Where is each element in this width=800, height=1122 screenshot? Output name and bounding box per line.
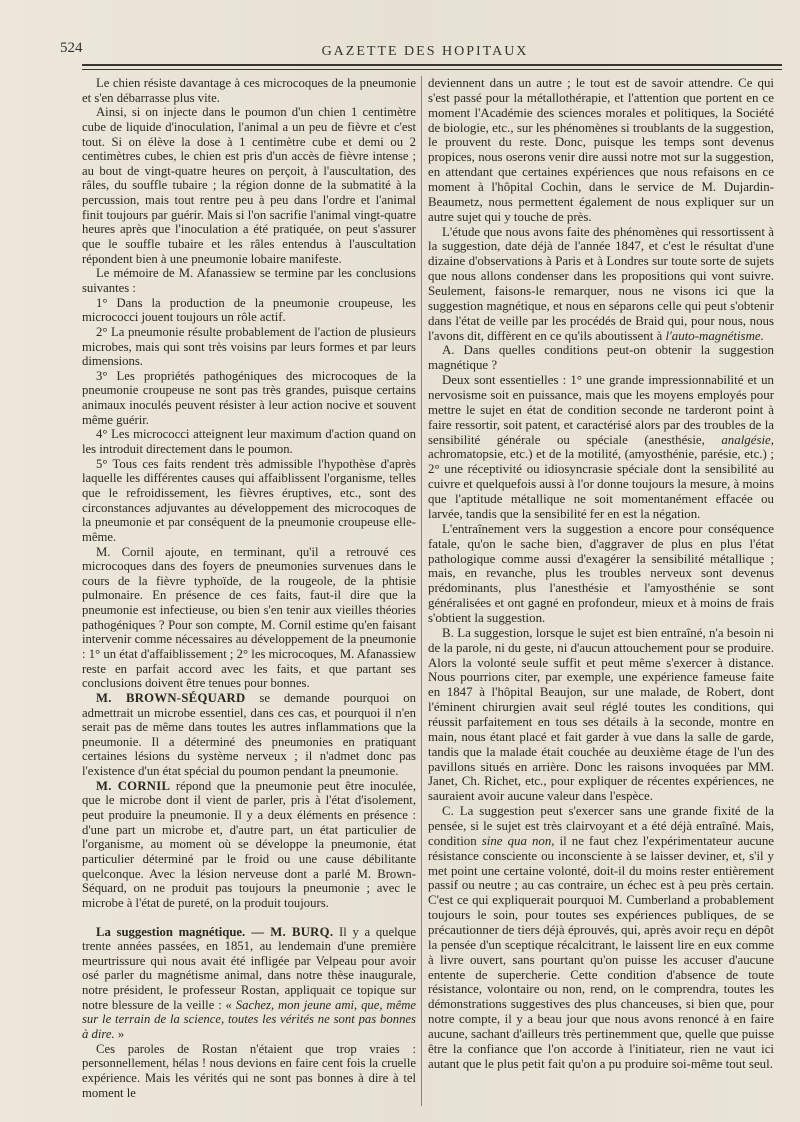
paragraph-text: Le mémoire de M. Afanassiew se termine par les conclusions suivantes : (82, 266, 416, 295)
paragraph (82, 296, 416, 325)
paragraph-text-tail: achromatopsie, etc.) et de la motilité, (amyosthénie, parésie, etc.) ; 2° une réceptivité ou idiosyncrasie spéciale dont la sensibilité au cuivre et quelquefois aussi à l'or donne toujours la mesure, à moins que l'aptitude métallique ne soit momentanément effacée ou larvée, tandis que la sensibilité fer en est la négation. (428, 447, 774, 521)
speaker-name: — M. BURQ. (245, 924, 334, 939)
paragraph (82, 925, 416, 1042)
paragraph (82, 369, 416, 428)
paragraph-text: B. La suggestion, lorsque le sujet est bien entraîné, n'a besoin ni de la parole, ni du geste, ni d'aucun attouchement pour se produire. Alors la volonté seule suffit et peut même s'exercer à distance. Nous pourrions citer, par exemple, une expérience fameuse faite en 1847 à l'hôpital Beaujon, sur une malade, de Robert, dont l'éminent chirurgien avait seul réglé toutes les conditions, qui réussit parfaitement en tous ses détails à la seconde, montre en main, nous étant placé et fait garder à vue dans la salle de garde, tandis que la malade était couchée au deuxième étage de l'un des pavillons situés en arrière. Donc les raisons invoquées par MM. Janet, Ch. Richet, etc., pour expliquer de récentes expériences, ne sauraient avoir aucune valeur dans l'espèce. (428, 625, 774, 804)
section-heading: La suggestion magnétique. (96, 924, 246, 939)
paragraph-text: 4° Les micrococci atteignent leur maximum d'action quand on les introduit directement dans le poumon. (82, 427, 416, 457)
paragraph-text-tail: » (114, 1027, 125, 1041)
speaker-name: M. CORNIL (96, 778, 171, 793)
italic-text: Sachez, mon jeune ami, que, même sur le terrain de la science, toutes les vérités ne sont pas bonnes à dire. (82, 997, 416, 1041)
paragraph-text: deviennent dans un autre ; le tout est de savoir attendre. Ce qui s'est passé pour la métallothérapie, et l'attention que portent en ce moment l'Académie des sciences morales et politiques, la Société de biologie, etc., sur les phénomènes si troublants de la suggestion, le prouvent du reste. Donc, puisque les temps sont devenus propices, nous oserons venir dire aussi notre mot sur la suggestion, en attendant que certaines expériences que nous refaisons en ce moment à l'hôpital Cochin, dans le service de M. Dujardin-Beaumetz, nous permettent également de nous expliquer sur un autre sujet qui y touche de près. (428, 76, 774, 224)
paragraph-text: Ces paroles de Rostan n'étaient que trop vraies : personnellement, hélas ! nous devions en faire cent fois la cruelle expérience. Mais les vérités qui ne sont pas bonnes à dire à tel moment le (82, 1041, 416, 1100)
paragraph (82, 779, 416, 911)
page-number: 524 (60, 40, 83, 56)
paragraph-text: Il y a quelque trente années passées, en 1851, au lendemain d'une première meurtrissure qui nous avait été infligée par Velpeau pour avoir osé parler du magnétisme animal, dans notre thèse inaugurale, notre président, le professeur Rostan, appliquait ce topique sur notre blessure de la veille : « (82, 924, 416, 1012)
paragraph (82, 105, 416, 266)
paragraph (428, 343, 774, 373)
paragraph-text: 1° Dans la production de la pneumonie croupeuse, les micrococci jouent toujours un rôle actif. (82, 295, 416, 325)
paragraph (428, 522, 774, 626)
paragraph-text: A. Dans quelles conditions peut-on obtenir la suggestion magnétique ? (428, 343, 774, 373)
paragraph (82, 266, 416, 295)
paragraph (82, 457, 416, 545)
header-rule (82, 64, 782, 70)
paragraph-text: 3° Les propriétés pathogéniques des microcoques de la pneumonie croupeuse ne sont pas très grandes, puisque certains animaux inoculés peuvent résister à leur action nocive et souvent même guérir. (82, 368, 416, 427)
paragraph (82, 1042, 416, 1101)
speaker-name: M. BROWN-SÉQUARD (96, 690, 246, 705)
paragraph-text-tail: il ne faut chez l'expérimentateur aucune résistance consciente ou inconsciente à se laisser deviner, et, s'il y met point une certaine volonté, doit-il du moins rester entièrement passif ou neutre ; au cas contraire, un échec est à peu près certain. C'est ce qui expliquerait pourquoi M. Cumberland a probablement toujours le soin, pour toutes ses expériences publiques, de se précautionner de tiers déjà éprouvés, qui, après avoir reçu en dépôt la pensée d'un sceptique récalcitrant, le laissent lire en eux comme à livre ouvert, sans pourtant qu'on puisse les accuser d'aucune entente de supercherie. Cette condition d'absence de toute résistance, volontaire ou non, rend, on le comprendra, toutes les démonstrations suggestives des plus chanceuses, si bien que, pour notre compte, il y a beau jour que nous avons renoncé à en faire aucune, sachant d'ailleurs très pertinemment que, quelle que puisse être la confiance que l'on accorde à l'initiateur, rien ne vaut ici autant que le plus petit fait qu'on a pu produire soi-même tout seul. (428, 833, 774, 1071)
italic-text: sine qua non, (481, 833, 555, 848)
paragraph-text: répond que la pneumonie peut être inoculée, que le microbe dont il vient de parler, pris à l'état d'isolement, peut produire la pneumonie. Il y a deux éléments en présence : d'une part un microbe et, d'autre part, un état particulier de l'organisme, au moment où se développe la pneumonie, état particulier déterminé par le froid ou une cause débilitante quelconque. Avec la lésion nerveuse dont a parlé M. Brown-Séquard, on ne produit pas toujours la pneumonie ; avec le microbe à l'état de pureté, on la produit toujours. (82, 778, 416, 910)
paragraph (82, 691, 416, 779)
paragraph (82, 325, 416, 369)
right-column (428, 76, 774, 1072)
paragraph-text: Deux sont essentielles : 1° une grande impressionnabilité et un nervosisme soit en puissance, mais que les moyens employés pour mettre le sujet en état de condition seconde ne tarderont point à faire ressortir, soit patent, et caractérisé alors par des troubles de la sensibilité générale ou spéciale (anesthésie, (428, 373, 774, 447)
paragraph (428, 626, 774, 804)
italic-text: l'auto-magnétisme. (665, 328, 764, 343)
journal-title: GAZETTE DES HOPITAUX (321, 44, 529, 59)
paragraph-text: 5° Tous ces faits rendent très admissible l'hypothèse d'après laquelle les différentes causes qui affaiblissent l'organisme, telles que le refroidissement, les fièvres éruptives, etc., sont des circonstances adjuvantes au développement des microcoques de la pneumonie et par conséquent de la pneumonie croupeuse elle-même. (82, 456, 416, 544)
paragraph-text: L'étude que nous avons faite des phénomènes qui ressortissent à la suggestion, date déjà de l'année 1847, et c'est le résultat d'une dizaine d'observations à Paris et à Londres sur toute sorte de sujets que nous allons condenser dans les propositions qui vont suivre. Seulement, faisons-le remarquer, nous ne visons ici que la suggestion magnétique, et nous en séparons celle qui peut s'obtenir dans l'état de veille par les procédés de Braid qui, pour nous, nous l'avons dit, diffèrent en ce qu'ils aboutissent à (428, 224, 774, 343)
paragraph-text: Le chien résiste davantage à ces microcoques de la pneumonie et s'en débarrasse plus vite. (82, 76, 416, 105)
paragraph-text: 2° La pneumonie résulte probablement de l'action de plusieurs microbes, mais qui sont très voisins par leurs formes et par leurs dimensions. (82, 324, 416, 369)
paragraph (428, 804, 774, 1071)
paragraph-text: L'entraînement vers la suggestion a encore pour conséquence fatale, qu'on le sache bien, d'aggraver de plus en plus l'état pathologique comme aussi d'exagérer la sensibilité métallique ; mais, en revanche, plus les troubles nerveux sont devenus prédominants, plus l'anesthésie et l'amyosthénie se sont généralisées et ont gagné en profondeur, mieux et à moins de frais s'obtient la suggestion. (428, 521, 774, 625)
italic-text: analgésie, (721, 432, 774, 447)
paragraph-text: M. Cornil ajoute, en terminant, qu'il a retrouvé ces microcoques dans des foyers de pneumonies survenues dans le cours de la fièvre typhoïde, de la rougeole, de la phtisie pulmonaire. En présence de ces faits, faut-il dire que la pneumonie est infectieuse, ou bien s'en tenir aux vieilles théories pathogéniques ? Pour son compte, M. Cornil estime qu'en faisant intervenir comme nécessaires au développement de la pneumonie : 1° un état d'affaiblissement ; 2° les microcoques, M. Afanassiew reste en parfait accord avec les faits, et que partant ses conclusions doivent être tenues pour bonnes. (82, 544, 416, 691)
paragraph (82, 427, 416, 456)
paragraph (428, 373, 774, 522)
paragraph-text: Ainsi, si on injecte dans le poumon d'un chien 1 centimètre cube de liquide d'inoculation, l'animal a un peu de fièvre et c'est tout. Si on élève la dose à 1 centimètre cube et demi ou 2 centimètres cubes, le chien est pris d'un accès de fièvre intense ; au bout de vingt-quatre heures on perçoit, à l'auscultation, des râles, du souffle tubaire ; la région donne de la submatité à la percussion, mais tout rentre peu à peu dans l'ordre et l'animal finit toujours par guérir. Mais si l'on sacrifie l'animal vingt-quatre heures après que l'inoculation a été pratiquée, on peut s'assurer que le souffle tubaire et les râles entendus à l'auscultation répondent bien à une pneumonie lobaire manifeste. (82, 105, 416, 266)
column-divider (421, 76, 422, 1106)
paragraph (428, 225, 774, 344)
paragraph-text: C. La suggestion peut s'exercer sans une grande fixité de la pensée, si le sujet est très clairvoyant et a été déjà entraîné. Mais, condition (428, 804, 774, 848)
left-column (82, 76, 416, 1100)
paragraph (428, 76, 774, 225)
paragraph-text: se demande pourquoi on admettrait un microbe essentiel, dans ces cas, et pourquoi il n'en serait pas de même dans toutes les autres inflammations que la pneumonie. Il a déterminé des pneumonies en pratiquant certaines lésions du système nerveux ; il n'admet donc pas l'existence d'un état spécial du poumon pendant la pneumonie. (82, 690, 416, 779)
paragraph (82, 545, 416, 691)
paragraph (82, 76, 416, 105)
